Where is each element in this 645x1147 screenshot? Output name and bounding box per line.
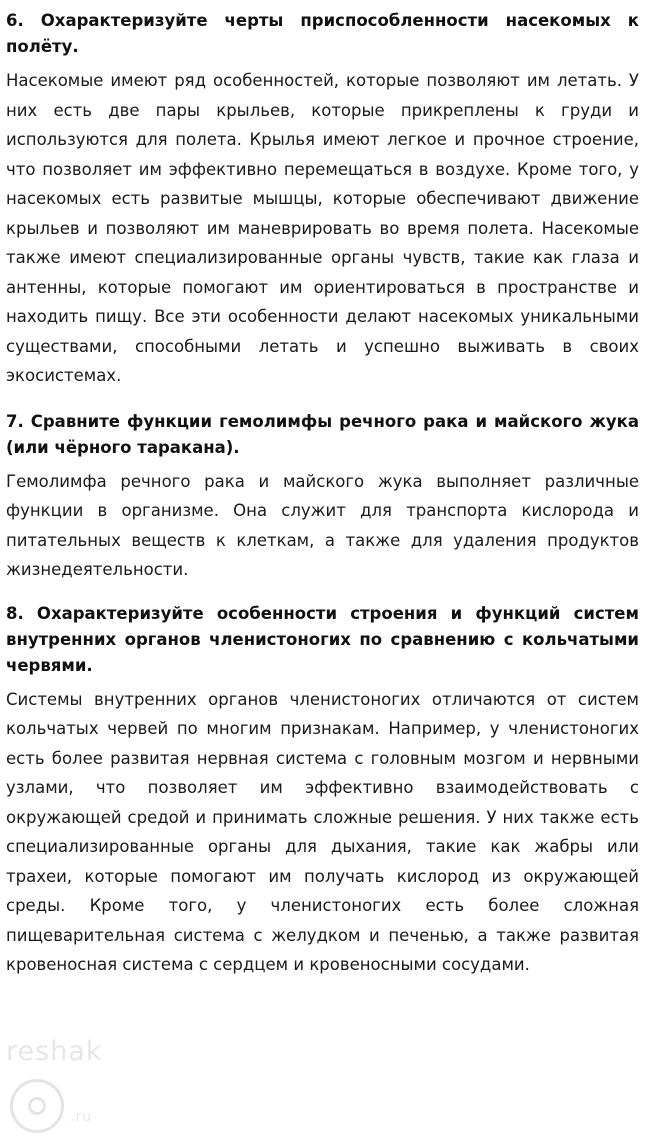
- circle-target-icon: [10, 1079, 64, 1133]
- question-heading-6: 6. Охарактеризуйте черты приспособленности насекомых к полёту.: [6, 11, 639, 56]
- question-heading-7: 7. Сравните функции гемолимфы речного рака и майского жука (или чёрного таракана).: [6, 411, 639, 457]
- watermark: [4, 989, 154, 1139]
- question-answer-8: Системы внутренних органов членистоногих отличаются от систем кольчатых червей по многим признакам. Например, у членистоногих есть более развитая нервная система с головным мозгом и нервными узлами, что позволяет им эффективно взаимодействовать с окружающей средой и принимать сложные решения. У них также есть специализированные органы для дыхания, такие как жабры или трахеи, которые помогают им получать кислород из окружающей среды. Кроме того, у членистоногих есть более сложная пищеварительная система с желудком и печенью, а также развитая кровеносная система с сердцем и кровеносными сосудами.: [6, 689, 639, 974]
- question-block-6: [6, 8, 639, 391]
- question-heading-8: 8. Охарактеризуйте особенности строения и функций систем внутренних органов членистоногих по сравнению с кольчатыми червями.: [6, 603, 639, 675]
- question-block-7: [6, 409, 639, 585]
- question-answer-7: Гемолимфа речного рака и майского жука выполняет различные функции в организме. Она служит для транспорта кислорода и питательных веществ к клеткам, а также для удаления продуктов жизнедеятельности.: [6, 471, 639, 579]
- watermark-suffix: .ru: [70, 1109, 93, 1125]
- watermark-text: reshak: [6, 1036, 103, 1067]
- question-answer-6: Насекомые имеют ряд особенностей, которые позволяют им летать. У них есть две пары крыльев, которые прикреплены к груди и используются для полета. Крылья имеют легкое и прочное строение, что позволяет им эффективно перемещаться в воздухе. Кроме того, у насекомых есть развитые мышцы, которые обеспечивают движение крыльев и позволяют им маневрировать во время полета. Насекомые также имеют специализированные органы чувств, такие как глаза и антенны, которые помогают им ориентироваться в пространстве и находить пищу. Все эти особенности делают насекомых уникальными существами, способными летать и успешно выживать в своих экосистемах.: [6, 71, 639, 385]
- question-block-8: [6, 601, 639, 980]
